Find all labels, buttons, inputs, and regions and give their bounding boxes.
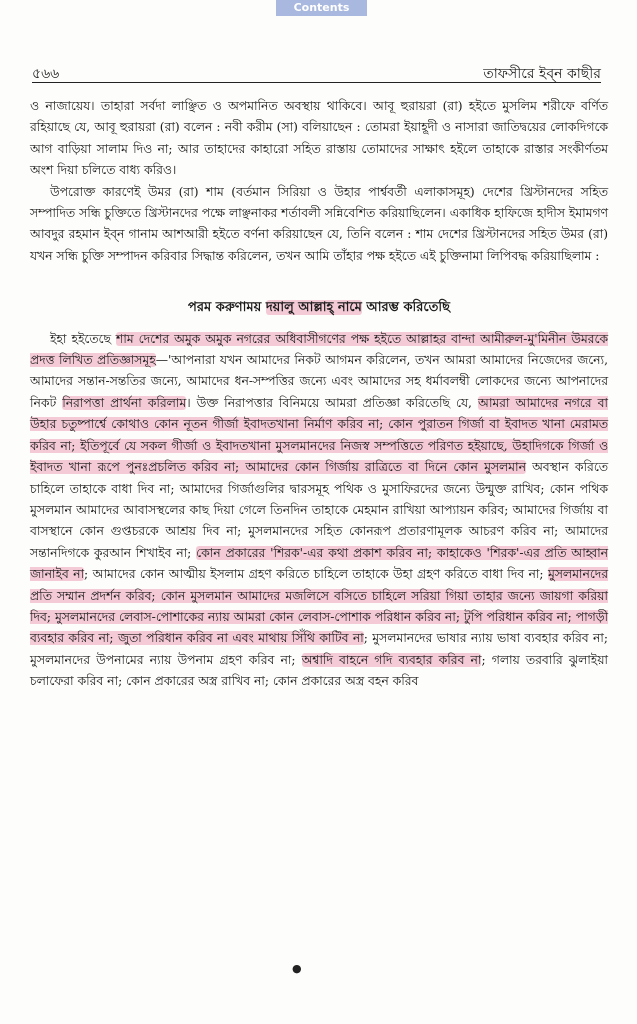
- highlighted-text: শাম দেশের অমুক অমুক নগরের অধিবাসীগণের পক্ষ হইতে আল্লাহর বান্দা আমীরুল-মু'মিনীন উমরকে প্রদত্ত লিখিত প্রতিজ্ঞাসমূহ: [30, 331, 608, 368]
- contents-button[interactable]: Contents: [276, 0, 367, 16]
- running-title: তাফসীরে ইব্‌ন কাছীর: [483, 66, 601, 82]
- page-ornament-icon: ●: [292, 962, 302, 975]
- text-run: ; আমাদের কোন আত্মীয় ইসলাম গ্রহণ করিতে চাহিলে তাহাকে উহা গ্রহণ করিতে বাধা দিব না;: [84, 567, 548, 582]
- text-run: —'আপনারা যখন আমাদের নিকট আগমন করিলেন, তখন আমরা আমাদের নিজেদের জন্যে, আমাদের সন্তান-সন্ততির জন্যে, আমাদের ধন-সম্পত্তির জন্যে এবং আমাদের সহ ধর্মাবলম্বী লোকদের জন্যে আপনাদের নিকট: [30, 353, 608, 410]
- highlighted-text: আমরা আমাদের নগরে বা উহার চতুষ্পার্শ্বে কোথাও কোন নূতন গীর্জা ইবাদতখানা নির্মাণ করিব না; কোন পুরাতন গির্জা বা ইবাদত খানা মেরামত করিব না; ইতিপূর্বে যে সকল গীর্জা ও ইবাদতখানা মুসলমানদের নিজস্ব সম্পত্তিতে পরিণত হইয়াছে, উহাদিগকে গির্জা ও ইবাদত খানা রূপে পুনঃপ্রচলিত করিব না; আমাদের কোন গির্জায় রাত্রিতে বা দিনে কোন মুসলমান: [30, 395, 608, 475]
- highlighted-text: অশ্বাদি বাহনে গদি ব্যবহার করিব না: [301, 652, 482, 667]
- page-header: [32, 62, 601, 83]
- paragraph-3: [30, 329, 608, 693]
- text-run: ইহা হইতেছে: [50, 331, 116, 346]
- section-heading: [30, 297, 608, 318]
- highlighted-text: মুসলমানদের প্রতি সম্মান প্রদর্শন করিব; কোন মুসলমান আমাদের মজলিসে বসিতে চাহিলে সরিয়া গিয়া তাহার জন্যে জায়গা করিয়া দিব; মুসলমানদের লেবাস-পোশাকের ন্যায় আমরা কোন লেবাস-পোশাক পরিধান করিব না; টুপি পরিধান করিব না; পাগড়ী ব্যবহার করিব না; জুতা পরিধান করিব না এবং মাথায় সিঁথি কাটিব না: [30, 567, 608, 646]
- heading-part-1: পরম করুণাময়: [188, 300, 266, 316]
- heading-part-3: আরম্ভ করিতেছি: [361, 300, 450, 316]
- highlighted-text: নিরাপত্তা প্রার্থনা করিলাম: [62, 395, 187, 410]
- paragraph-1: ও নাজায়েয। তাহারা সর্বদা লাঞ্ছিত ও অপমানিত অবস্থায় থাকিবে। আবূ হুরায়রা (রা) হইতে মুসলিম শরীফে বর্ণিত রহিয়াছে যে, আবূ হুরায়রা (রা) বলেন : নবী করীম (সা) বলিয়াছেন : তোমরা ইয়াহূদী ও নাসারা জাতিদ্বয়ের লোকদিগকে আগ বাড়িয়া সালাম দিও না; আর তাহাদের কাহারো সহিত রাস্তায় তোমাদের সাক্ষাৎ হইলে তাহাকে রাস্তার সংকীর্ণতম অংশ দিয়া চলিতে বাধ্য করিও।: [30, 99, 608, 178]
- heading-highlight: দয়ালু আল্লাহ্‌ নামে: [265, 300, 362, 316]
- page-number: ৫৬৬: [32, 66, 60, 82]
- paragraph-2: উপরোক্ত কারণেই উমর (রা) শাম (বর্তমান সিরিয়া ও উহার পার্শ্ববর্তী এলাকাসমূহ) দেশের খ্রিস্টানদের সহিত সম্পাদিত সন্ধি চুক্তিতে খ্রিস্টানদের পক্ষে লাঞ্ছনাকর শর্তাবলী সন্নিবেশিত করিয়াছিলেন। একাধিক হাফিজে হাদীস ইমামগণ আবদুর রহমান ইব্‌ন গানাম আশআরী হইতে বর্ণনা করিয়াছেন যে, তিনি বলেন : শাম দেশের খ্রিস্টানদের সহিত উমর (রা) যখন সন্ধি চুক্তি সম্পাদন করিবার সিদ্ধান্ত করিলেন, তখন আমি তাঁহার পক্ষ হইতে এই চুক্তিনামা লিপিবদ্ধ করিয়াছিলাম :: [30, 184, 608, 263]
- text-run: । উক্ত নিরাপত্তার বিনিময়ে আমরা প্রতিজ্ঞা করিতেছি যে,: [186, 395, 478, 410]
- highlighted-text: কোন প্রকারের 'শিরক'-এর কথা প্রকাশ করিব না; কাহাকেও 'শিরক'-এর প্রতি আহ্বান জানাইব না: [30, 545, 608, 582]
- text-run: ; গলায় তরবারি ঝুলাইয়া চলাফেরা করিব না; কোন প্রকারের অস্ত্র রাখিব না; কোন প্রকারের অস্ত্র বহন করিব: [30, 652, 609, 689]
- text-run: অবস্থান করিতে চাহিলে তাহাকে বাধা দিব না; আমাদের গির্জাগুলির দ্বারসমূহ পথিক ও মুসাফিরদের জন্যে উন্মুক্ত রাখিব; কোন পথিক মুসলমান আমাদের আবাসস্থলের কাছ দিয়া গেলে তিনদিন তাহাকে মেহমান রাখিয়া আপ্যায়ন করিব; আমাদের গির্জায় বা বাসস্থানে কোন গুপ্তচরকে আশ্রয় দিব না; মুসলমানদের সহিত কোনরূপ প্রতারণামূলক আচরণ করিব না; আমাদের সন্তানদিগকে কুরআন শিখাইব না;: [30, 460, 608, 560]
- page-body: [30, 96, 608, 693]
- text-run: ; মুসলমানদের ভাষার ন্যায় ভাষা ব্যবহার করিব না; মুসলমানদের উপনামের ন্যায় উপনাম গ্রহণ করিব না;: [30, 631, 608, 667]
